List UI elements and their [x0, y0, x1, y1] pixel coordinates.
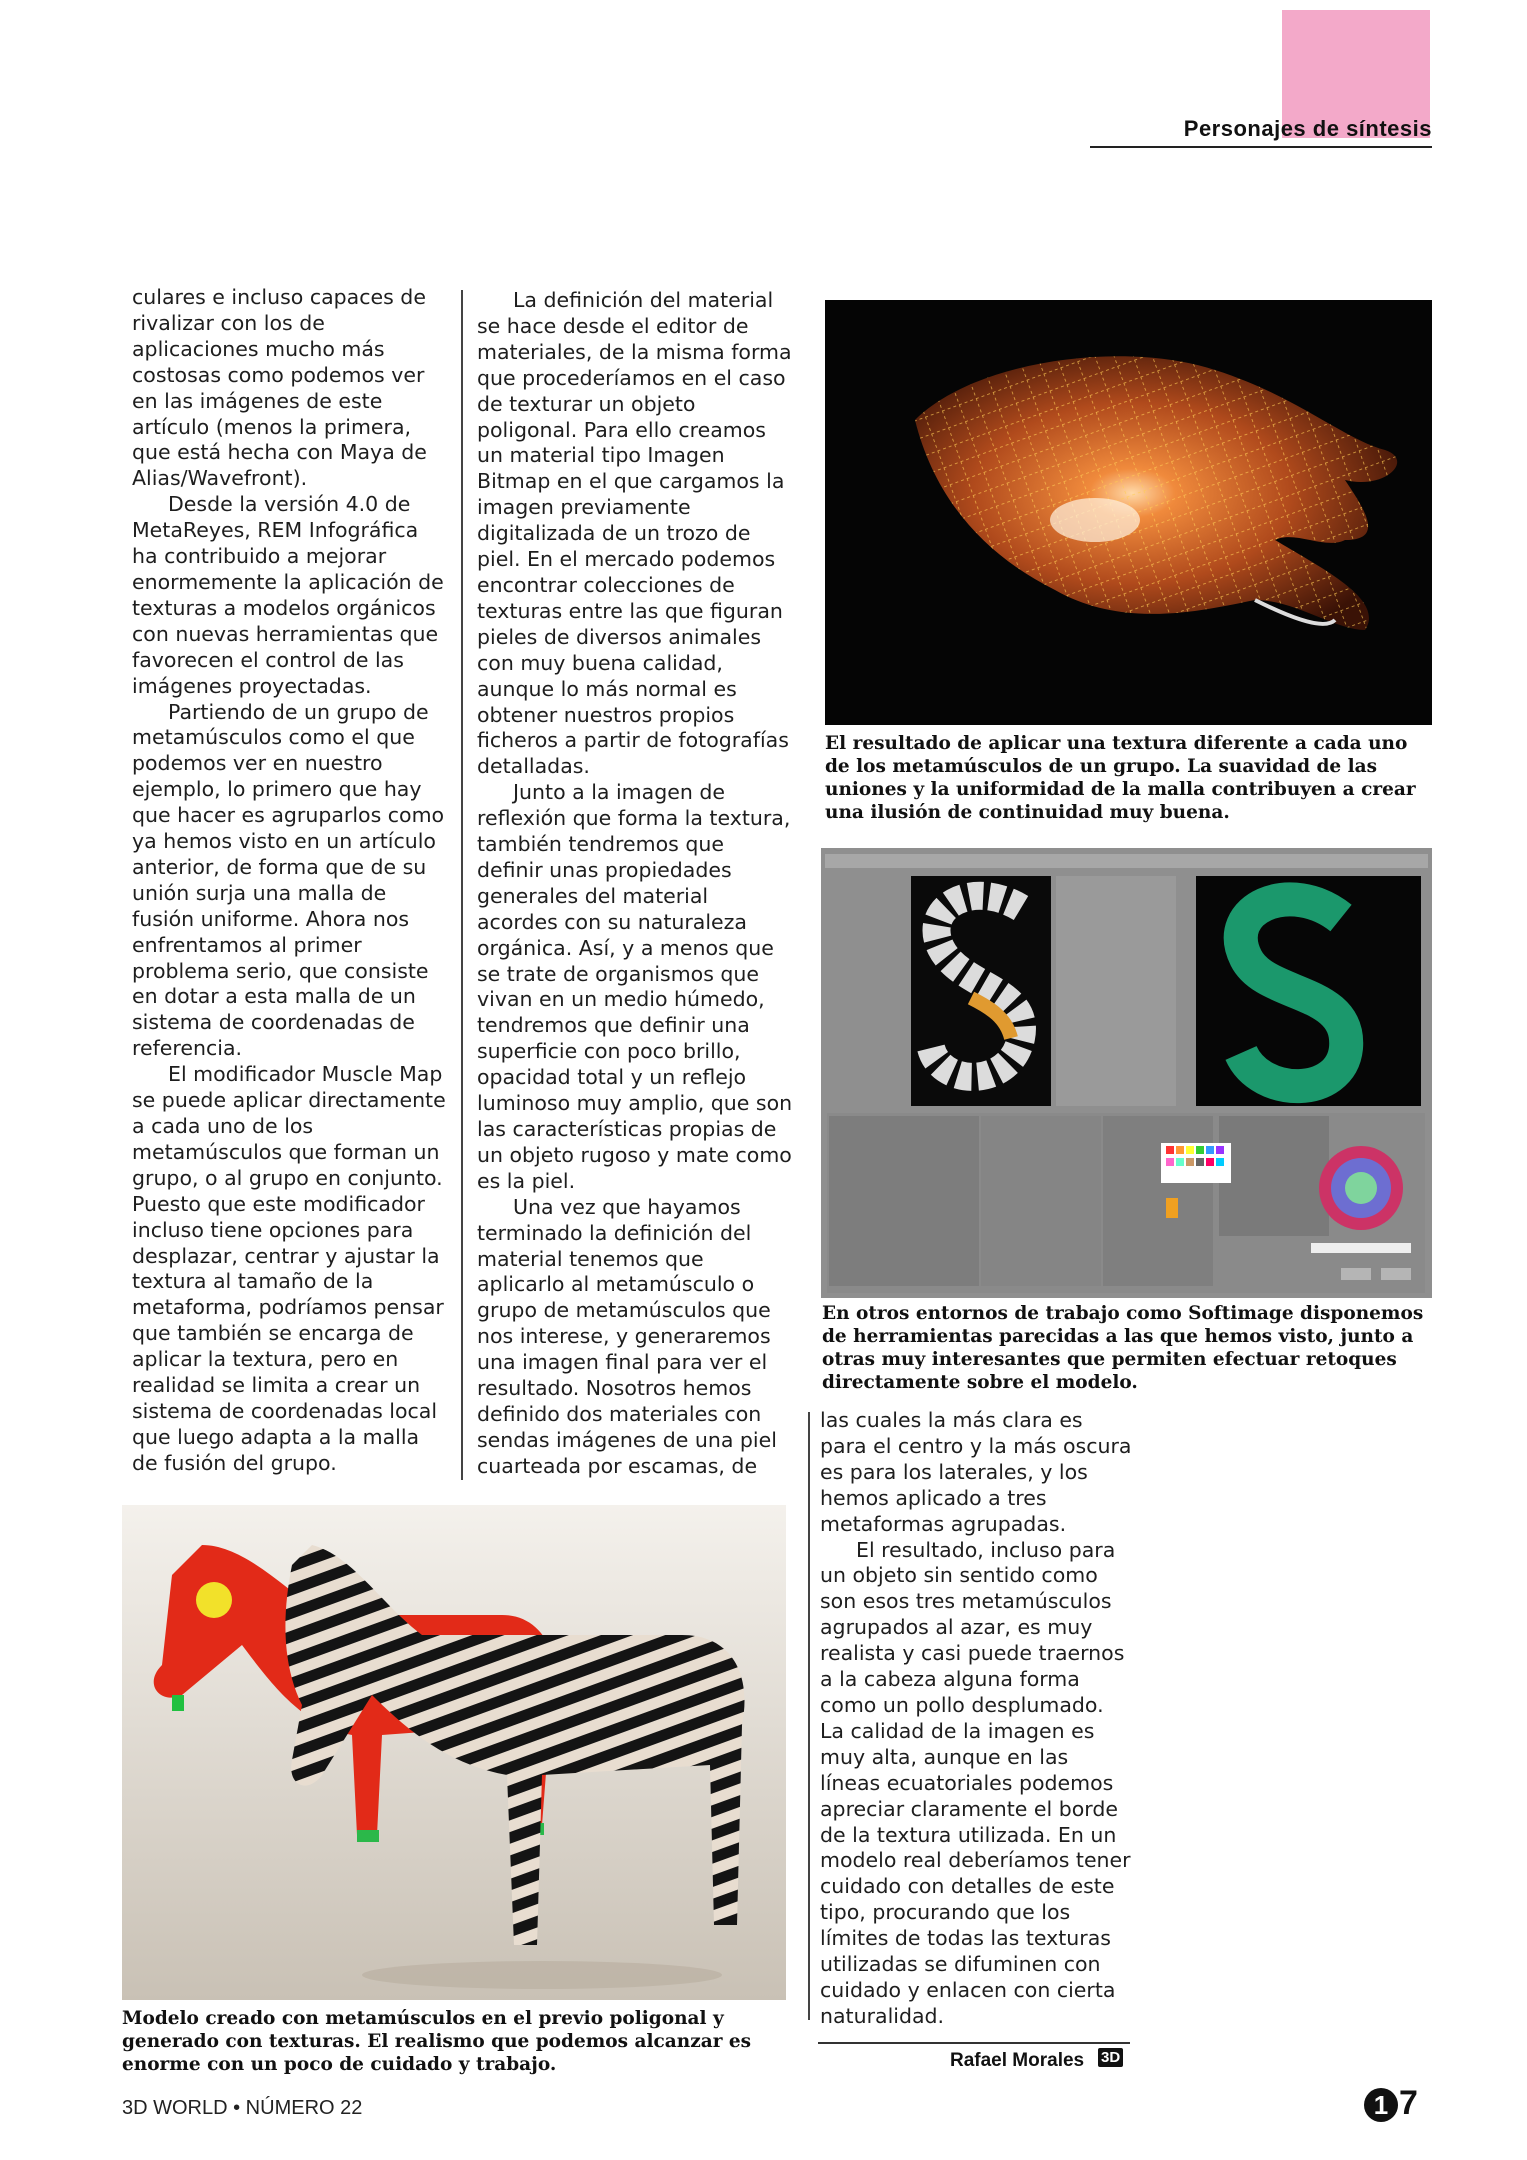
paragraph: Partiendo de un grupo de metamúsculos como el que podemos ver en nuestro ejemplo, lo primero que hay que hacer es agruparlos como ya hemos visto en un artículo anterior, de forma que de su unión surja una malla de fusión uniforme. Ahora nos enfrentamos al primer problema serio, que consiste en dotar a esta malla de un sistema de coordenadas de referencia.	[132, 699, 445, 1061]
paragraph: Desde la versión 4.0 de MetaReyes, REM Infográfica ha contribuido a mejorar enormemente la aplicación de texturas a modelos orgánicos con nuevas herramientas que favorecen el control de las imágenes proyectadas.	[132, 492, 444, 698]
author-rule	[818, 2042, 1130, 2044]
page-number-circle: 1	[1364, 2088, 1398, 2122]
render-caption: El resultado de aplicar una textura diferente a cada uno de los metamúsculos de un grupo. La suavidad de las uniones y la uniformidad de la malla contribuyen a crear una ilusión de continuidad muy buena.	[825, 733, 1416, 823]
softimage-caption: En otros entornos de trabajo como Softimage disponemos de herramientas parecidas a las que hemos visto, junto a otras muy interesantes que permiten efectuar retoques directamente sobre el modelo.	[822, 1303, 1424, 1393]
section-title: Personajes de síntesis	[1183, 116, 1432, 141]
paragraph: El resultado, incluso para un objeto sin sentido como son esos tres metamúsculos agrupados al azar, es muy realista y casi puede traernos a la cabeza alguna forma como un pollo desplumado. La calidad de la imagen es muy alta, aunque en las líneas ecuatoriales podemos apreciar claramente el borde de la textura utilizada. En un modelo real deberíamos tener cuidado con detalles de este tipo, procurando que los límites de todas las texturas utilizadas se difuminen con cuidado y enlacen con cierta naturalidad.	[820, 1537, 1131, 2028]
paragraph: El modificador Muscle Map se puede aplicar directamente a cada uno de los metamúsculos que forman un grupo, o al grupo en conjunto. Puesto que este modificador incluso tiene opciones para desplazar, centrar y ajustar la textura al tamaño de la metaforma, podríamos pensar que también se encarga de aplicar la textura, pero en realidad se limita a crear un sistema de coordenadas local que luego adapta a la malla de fusión del grupo.	[132, 1062, 446, 1475]
column-divider	[808, 1412, 810, 2020]
paragraph: Una vez que hayamos terminado la definición del material tenemos que aplicarlo al metamúsculo o grupo de metamúsculos que nos interese, y generaremos una imagen final para ver el resultado. Nosotros hemos definido dos materiales con sendas imágenes de una piel cuarteada por escamas, de	[477, 1194, 777, 1478]
page-number-rest: 7	[1399, 2084, 1418, 2122]
text-column-1	[132, 285, 450, 1477]
section-rule	[1090, 146, 1432, 148]
page-number	[1364, 2084, 1418, 2123]
text-column-2	[477, 288, 793, 1480]
paragraph: culares e incluso capaces de rivalizar con los de aplicaciones mucho más costosas como podemos ver en las imágenes de este artículo (menos la primera, que está hecha con Maya de Alias/Wavefront).	[132, 285, 427, 491]
magazine-issue: 3D WORLD • NÚMERO 22	[122, 2097, 363, 2119]
paragraph: Junto a la imagen de reflexión que forma la textura, también tendremos que definir unas propiedades generales del material acordes con su naturaleza orgánica. Así, y a menos que se trate de organismos que vivan en un medio húmedo, tendremos que definir una superficie con poco brillo, opacidad total y un reflejo luminoso muy amplio, que son las características propias de un objeto rugoso y mate como es la piel.	[477, 780, 793, 1193]
3d-badge: 3D	[1098, 2048, 1123, 2067]
text-column-3	[820, 1408, 1132, 2030]
column-divider	[461, 290, 463, 1480]
zebra-caption: Modelo creado con metamúsculos en el previo poligonal y generado con texturas. El realismo que podemos alcanzar es enorme con un poco de cuidado y trabajo.	[122, 2008, 752, 2075]
paragraph: La definición del material se hace desde el editor de materiales, de la misma forma que procederíamos en el caso de texturar un objeto poligonal. Para ello creamos un material tipo Imagen Bitmap en el que cargamos la imagen previamente digitalizada de un trozo de piel. En el mercado podemos encontrar colecciones de texturas entre las que figuran pieles de diversos animales con muy buena calidad, aunque lo más normal es obtener nuestros propios ficheros a partir de fotografías detalladas.	[477, 288, 792, 779]
textured-metamuscle-render	[825, 300, 1432, 725]
author-name: Rafael Morales	[950, 2050, 1085, 2071]
zebra-render	[122, 1505, 786, 2000]
softimage-screenshot	[821, 848, 1432, 1298]
paragraph: las cuales la más clara es para el centro y la más oscura es para los laterales, y los hemos aplicado a tres metaformas agrupadas.	[820, 1408, 1132, 1536]
